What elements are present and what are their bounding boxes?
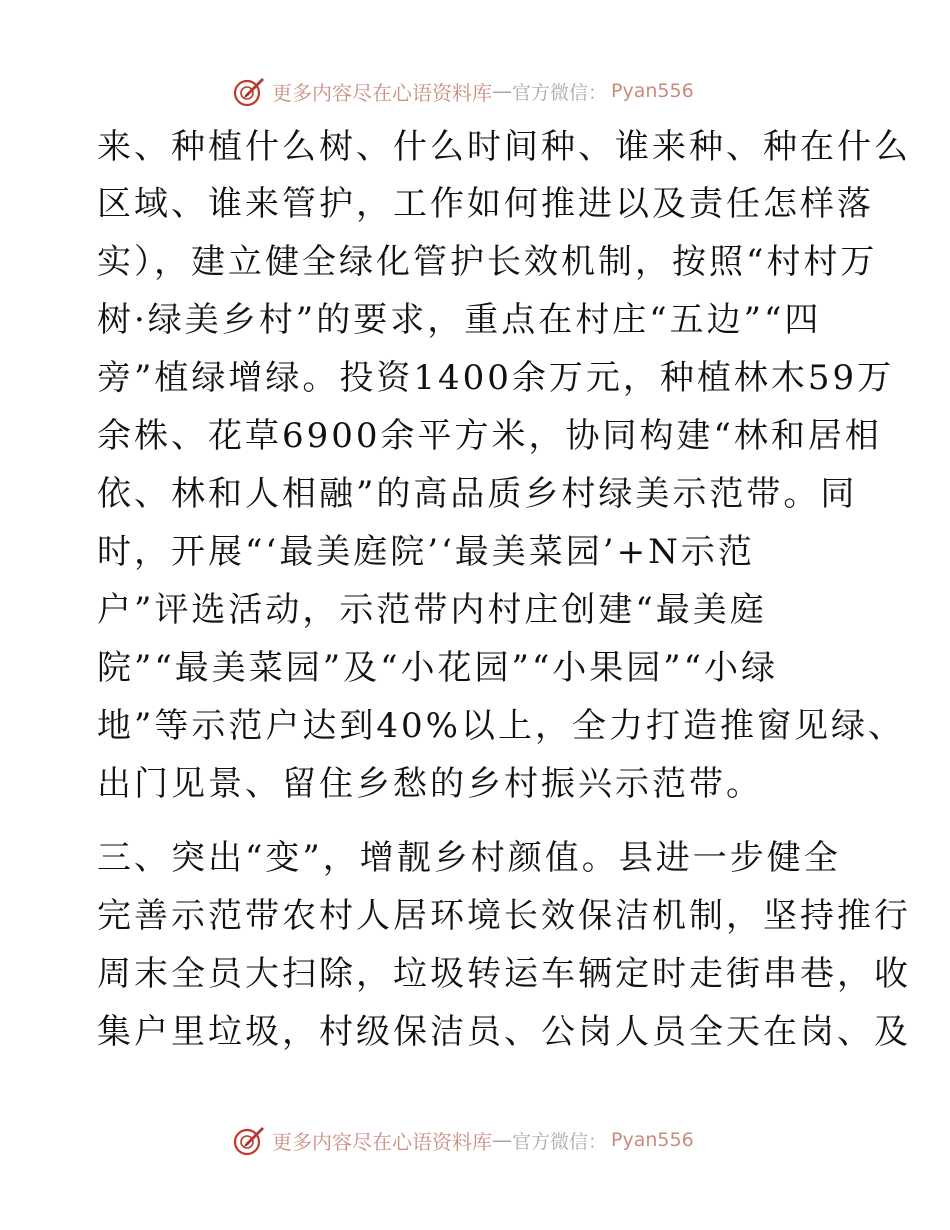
watermark-wechat-id: Pyan556 (611, 1129, 694, 1151)
watermark-text: 更多内容尽在心语资料库 (272, 80, 492, 105)
body-line: 出门见景、留住乡愁的乡村振兴示范带。 (97, 764, 763, 804)
body-line: 旁”植绿增绿。投资1400余万元，种植林木59万 (97, 358, 895, 398)
body-line: 集户里垃圾，村级保洁员、公岗人员全天在岗、及 (97, 1012, 911, 1052)
body-line: 院”“最美菜园”及“小花园”“小果园”“小绿 (97, 648, 779, 688)
watermark-text: 更多内容尽在心语资料库 (272, 1129, 492, 1154)
pen-logo-icon (232, 1123, 266, 1157)
footer-watermark (232, 1121, 752, 1159)
watermark-separator: — (492, 79, 512, 103)
body-line: 来、种植什么树、什么时间种、谁来种、种在什么 (97, 127, 911, 167)
body-line: 三、突出“变”，增靓乡村颜值。县进一步健全 (97, 838, 841, 878)
body-line: 地”等示范户达到40%以上，全力打造推窗见绿、 (97, 706, 905, 746)
header-watermark (232, 72, 752, 110)
pen-logo-icon (232, 74, 266, 108)
body-line: 余株、花草6900余平方米，协同构建“林和居相 (97, 416, 882, 456)
watermark-wechat-id: Pyan556 (611, 80, 694, 102)
watermark-separator: — (492, 1128, 512, 1152)
body-line: 完善示范带农村人居环境长效保洁机制，坚持推行 (97, 896, 911, 936)
body-line: 依、林和人相融”的高品质乡村绿美示范带。同 (97, 474, 858, 514)
watermark-wechat-label: 官方微信： (512, 81, 608, 104)
body-line: 树·绿美乡村”的要求，重点在村庄“五边”“四 (97, 300, 822, 340)
watermark-wechat-label: 官方微信： (512, 1130, 608, 1153)
body-line: 周末全员大扫除，垃圾转运车辆定时走街串巷，收 (97, 954, 911, 994)
body-line: 区域、谁来管护，工作如何推进以及责任怎样落 (97, 184, 874, 224)
body-line: 户”评选活动，示范带内村庄创建“最美庭 (97, 590, 767, 630)
body-line: 时，开展“‘最美庭院’‘最美菜园’+N示范 (97, 532, 755, 572)
body-line: 实），建立健全绿化管护长效机制，按照“村村万 (97, 242, 878, 282)
